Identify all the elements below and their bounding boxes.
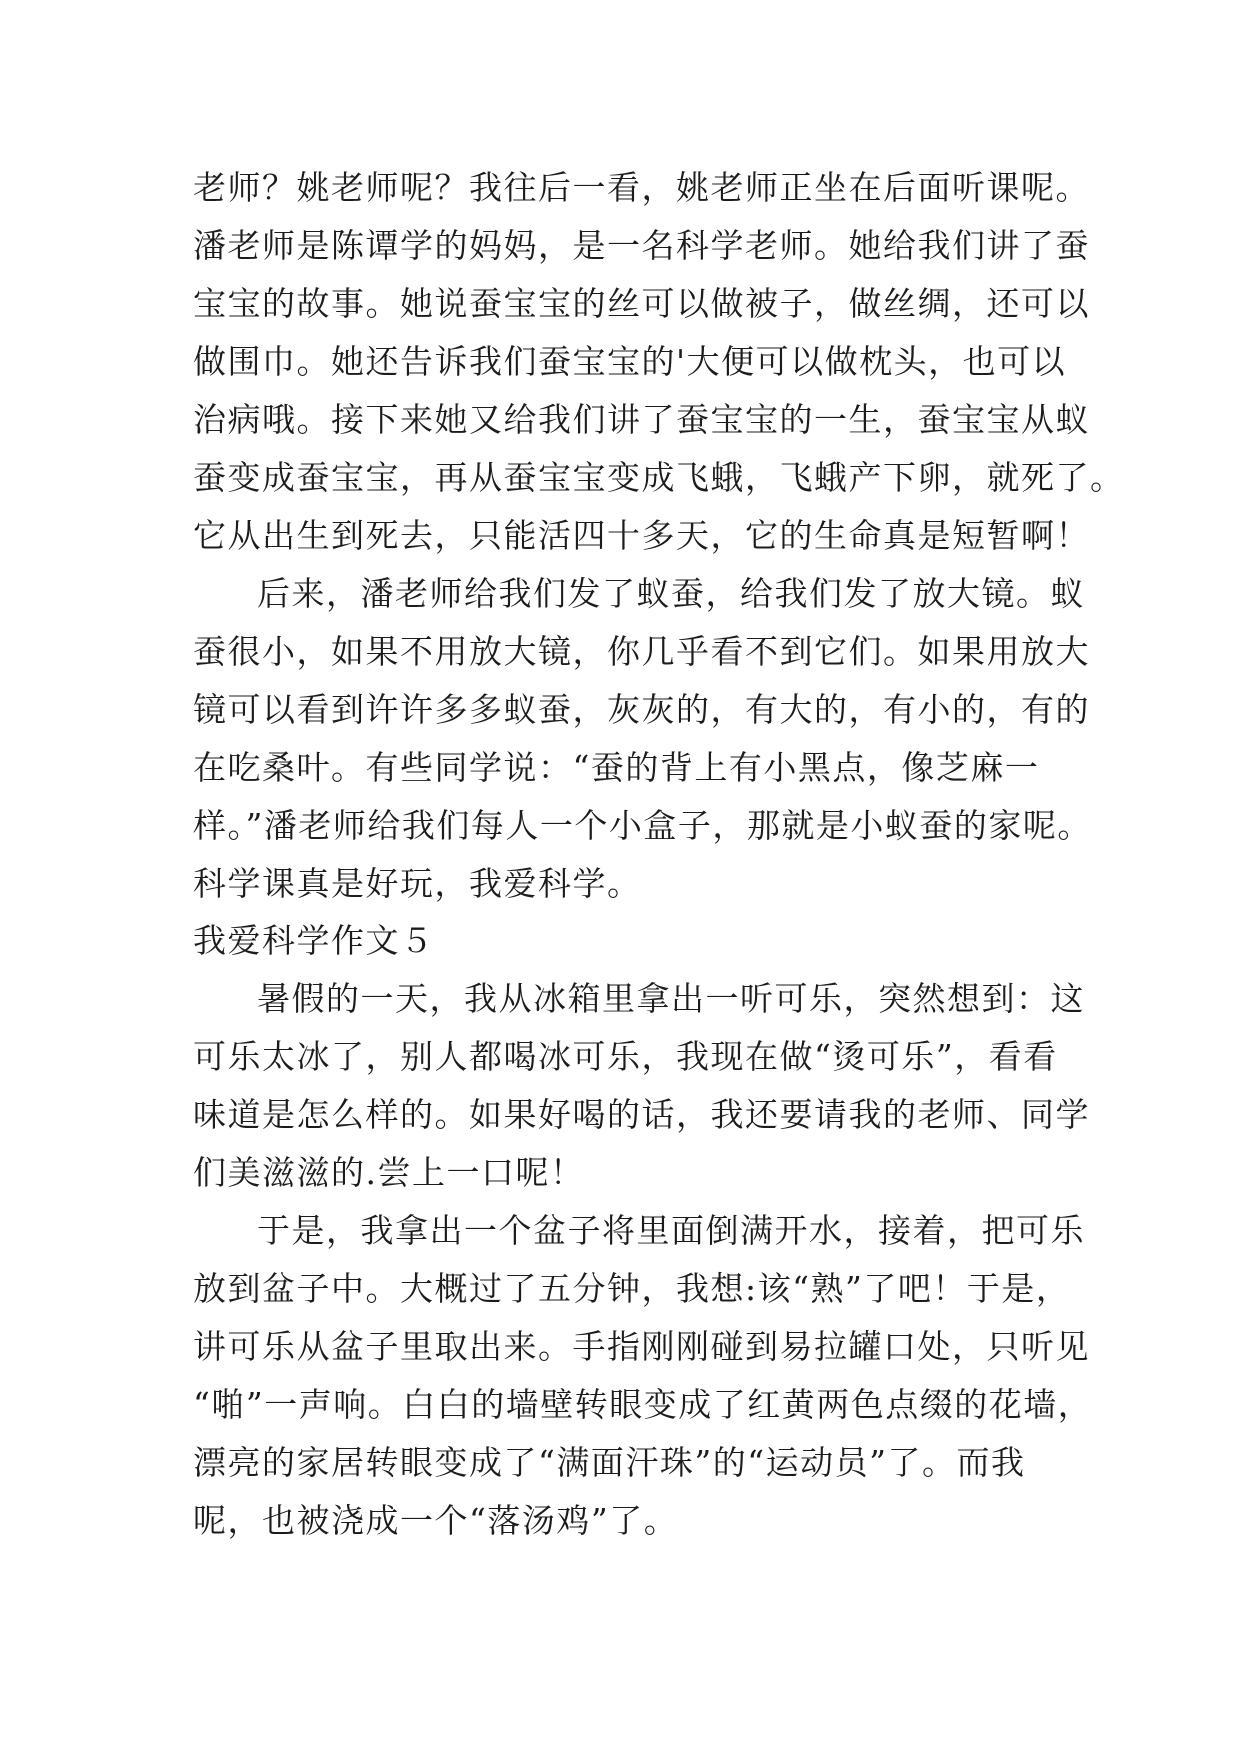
text-line: 呢，也被浇成一个“落汤鸡”了。 — [193, 1501, 679, 1540]
text-line: 治病哦。接下来她又给我们讲了蚕宝宝的一生，蚕宝宝从蚁 — [193, 400, 1090, 439]
text-line: 镜可以看到许许多多蚁蚕，灰灰的，有大的，有小的，有的 — [193, 690, 1090, 729]
text-line: 它从出生到死去，只能活四十多天，它的生命真是短暂啊！ — [193, 516, 1090, 555]
paragraph-first-line: 后来，潘老师给我们发了蚁蚕，给我们发了放大镜。蚁 — [257, 574, 1085, 613]
text-line: 做围巾。她还告诉我们蚕宝宝的'大便可以做枕头，也可以 — [193, 342, 1067, 381]
text-line: 们美滋滋的.尝上一口呢！ — [193, 1153, 585, 1192]
text-line: 科学课真是好玩，我爱科学。 — [193, 864, 642, 903]
text-line: “啪”一声响。白白的墙壁转眼变成了红黄两色点缀的花墙， — [193, 1385, 1093, 1424]
paragraph-first-line: 于是，我拿出一个盆子将里面倒满开水，接着，把可乐 — [257, 1211, 1085, 1250]
paragraph-first-line: 暑假的一天，我从冰箱里拿出一听可乐，突然想到：这 — [257, 979, 1085, 1018]
text-line: 放到盆子中。大概过了五分钟，我想:该“熟”了吧！于是， — [193, 1269, 1071, 1308]
section-heading: 我爱科学作文５ — [193, 921, 435, 960]
text-line: 在吃桑叶。有些同学说：“蚕的背上有小黑点，像芝麻一 — [193, 748, 1040, 787]
text-line: 可乐太冰了，别人都喝冰可乐，我现在做“烫可乐”，看看 — [193, 1037, 1058, 1076]
text-line: 漂亮的家居转眼变成了“满面汗珠”的“运动员”了。而我 — [193, 1443, 1026, 1482]
text-line: 蚕变成蚕宝宝，再从蚕宝宝变成飞蛾，飞蛾产下卵，就死了。 — [193, 458, 1125, 497]
text-line: 老师？姚老师呢？我往后一看，姚老师正坐在后面听课呢。 — [193, 168, 1090, 207]
text-line: 蚕很小，如果不用放大镜，你几乎看不到它们。如果用放大 — [193, 632, 1090, 671]
text-line: 样。”潘老师给我们每人一个小盒子，那就是小蚁蚕的家呢。 — [193, 806, 1092, 845]
text-line: 宝宝的故事。她说蚕宝宝的丝可以做被子，做丝绸，还可以 — [193, 284, 1090, 323]
text-line: 潘老师是陈谭学的妈妈，是一名科学老师。她给我们讲了蚕 — [193, 226, 1090, 265]
text-line: 讲可乐从盆子里取出来。手指刚刚碰到易拉罐口处，只听见 — [193, 1327, 1090, 1366]
text-line: 味道是怎么样的。如果好喝的话，我还要请我的老师、同学 — [193, 1095, 1090, 1134]
